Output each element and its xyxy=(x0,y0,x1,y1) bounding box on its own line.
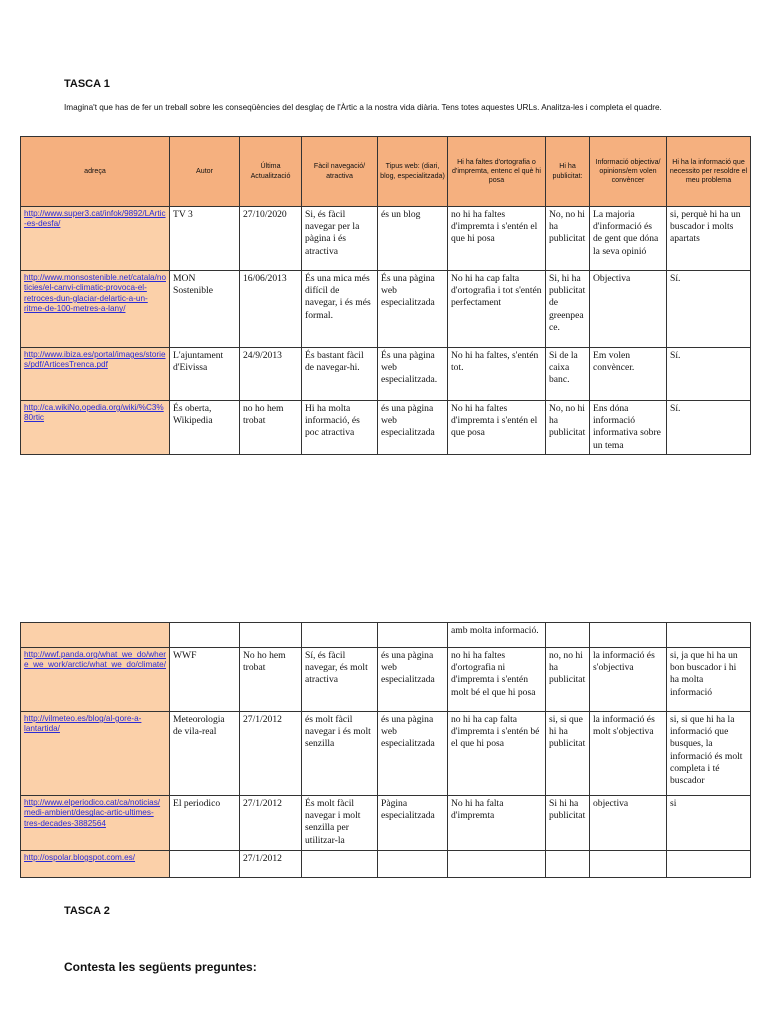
header-objectivity: Informació objectiva/ opinions/em volen convèncer xyxy=(590,137,667,207)
task2-title: TASCA 2 xyxy=(64,905,110,917)
cell-advertising: No, no hi ha publicitat xyxy=(546,207,590,271)
task1-intro: Imagina't que has de fer un treball sobre les conseqüències del desglaç de l'Àrtic a la nostra vida diària. Tens totes aquestes URLs. Analitza-les i completa el quadre. xyxy=(64,103,662,112)
header-useful-info: Hi ha la informació que necessito per resoldre el meu problema xyxy=(667,137,751,207)
table-row xyxy=(21,796,751,851)
cell-objectivity xyxy=(590,851,667,878)
cell-url xyxy=(21,401,170,455)
evaluation-table-part1 xyxy=(20,136,751,455)
cell-last-update xyxy=(240,623,302,648)
cell-web-type: és un blog xyxy=(378,207,448,271)
cell-useful-info: si, perquè hi ha un buscador i molts apartats xyxy=(667,207,751,271)
table-row xyxy=(21,712,751,796)
cell-spelling: No hi ha faltes, s'entén tot. xyxy=(448,348,546,401)
cell-author xyxy=(170,851,240,878)
cell-author: Meteorologia de vila-real xyxy=(170,712,240,796)
cell-navigation: És molt fàcil navegar i molt senzilla per utilitzar-la xyxy=(302,796,378,851)
cell-author: WWF xyxy=(170,648,240,712)
cell-author xyxy=(170,623,240,648)
cell-last-update: No ho hem trobat xyxy=(240,648,302,712)
cell-author: L'ajuntament d'Eivissa xyxy=(170,348,240,401)
cell-navigation xyxy=(302,623,378,648)
cell-useful-info: si xyxy=(667,796,751,851)
cell-advertising: no, no hi ha publicitat xyxy=(546,648,590,712)
cell-objectivity: Ens dóna informació informativa sobre un tema xyxy=(590,401,667,455)
cell-objectivity xyxy=(590,623,667,648)
table-row xyxy=(21,207,751,271)
cell-last-update: 27/10/2020 xyxy=(240,207,302,271)
cell-navigation: és molt fàcil navegar i és molt senzilla xyxy=(302,712,378,796)
cell-useful-info xyxy=(667,851,751,878)
cell-useful-info: Sí. xyxy=(667,348,751,401)
table-row xyxy=(21,851,751,878)
cell-web-type: és una pàgina web especialitzada xyxy=(378,712,448,796)
url-link[interactable]: http://wwf.panda.org/what_we_do/where_we_work/arctic/what_we_do/climate/ xyxy=(24,650,167,670)
cell-navigation: Hi ha molta informació, és poc atractiva xyxy=(302,401,378,455)
cell-advertising: si, si que hi ha publicitat xyxy=(546,712,590,796)
cell-objectivity: objectiva xyxy=(590,796,667,851)
header-author: Autor xyxy=(170,137,240,207)
cell-web-type: Pàgina especialitzada xyxy=(378,796,448,851)
cell-objectivity: Em volen convèncer. xyxy=(590,348,667,401)
header-advertising: Hi ha publicitat: xyxy=(546,137,590,207)
table-row xyxy=(21,623,751,648)
cell-web-type xyxy=(378,623,448,648)
url-link[interactable]: http://www.elperiodico.cat/ca/noticias/medi-ambient/desglac-artic-ultimes-tres-decades-3882564 xyxy=(24,798,161,828)
cell-spelling xyxy=(448,851,546,878)
cell-navigation: És bastant fàcil de navegar-hi. xyxy=(302,348,378,401)
cell-url xyxy=(21,348,170,401)
cell-useful-info xyxy=(667,623,751,648)
cell-navigation: Si, és fàcil navegar per la pàgina i és atractiva xyxy=(302,207,378,271)
cell-spelling: no hi ha faltes d'impremta i s'entén el que hi posa xyxy=(448,207,546,271)
header-last-update: Última Actualització xyxy=(240,137,302,207)
header-url: adreça xyxy=(21,137,170,207)
cell-author: El periodico xyxy=(170,796,240,851)
url-link[interactable]: http://ospolar.blogspot.com.es/ xyxy=(24,853,136,862)
cell-web-type xyxy=(378,851,448,878)
cell-advertising: Si de la caixa banc. xyxy=(546,348,590,401)
cell-spelling: No hi ha faltes d'impremta i s'entén el que posa xyxy=(448,401,546,455)
evaluation-table-part2 xyxy=(20,622,751,878)
task1-title: TASCA 1 xyxy=(64,78,110,90)
table-row xyxy=(21,348,751,401)
cell-url xyxy=(21,851,170,878)
cell-url xyxy=(21,623,170,648)
cell-web-type: És una pàgina web especialitzada xyxy=(378,271,448,348)
cell-author: És oberta, Wikipedia xyxy=(170,401,240,455)
cell-objectivity: la informació és molt s'objectiva xyxy=(590,712,667,796)
url-link[interactable]: http://www.ibiza.es/portal/images/stories/pdf/ArticesTrenca.pdf xyxy=(24,350,166,370)
cell-advertising: Si, hi ha publicitat de greenpeace. xyxy=(546,271,590,348)
cell-last-update: 16/06/2013 xyxy=(240,271,302,348)
cell-spelling: amb molta informació. xyxy=(448,623,546,648)
cell-url xyxy=(21,648,170,712)
header-web-type: Tipus web: (diari, blog, especialitzada) xyxy=(378,137,448,207)
cell-useful-info: si, ja que hi ha un bon buscador i hi ha molta informació xyxy=(667,648,751,712)
cell-url xyxy=(21,796,170,851)
table-row xyxy=(21,648,751,712)
cell-author: MON Sostenible xyxy=(170,271,240,348)
header-navigation: Fàcil navegació/ atractiva xyxy=(302,137,378,207)
cell-objectivity: Objectiva xyxy=(590,271,667,348)
cell-spelling: No hi ha falta d'impremta xyxy=(448,796,546,851)
cell-useful-info: si, si que hi ha la informació que busques, la informació és molt completa i té buscador xyxy=(667,712,751,796)
cell-spelling: No hi ha cap falta d'ortografia i tot s'entén perfectament xyxy=(448,271,546,348)
cell-advertising: No, no hi ha publicitat xyxy=(546,401,590,455)
cell-objectivity: la informació és s'objectiva xyxy=(590,648,667,712)
url-link[interactable]: http://www.super3.cat/infok/9892/LArtic-es-desfa/ xyxy=(24,209,166,229)
cell-useful-info: Sí. xyxy=(667,271,751,348)
cell-last-update: no ho hem trobat xyxy=(240,401,302,455)
table-row xyxy=(21,271,751,348)
cell-navigation: És una mica més difícil de navegar, i és més formal. xyxy=(302,271,378,348)
cell-url xyxy=(21,271,170,348)
cell-last-update: 27/1/2012 xyxy=(240,796,302,851)
cell-url xyxy=(21,712,170,796)
cell-advertising xyxy=(546,851,590,878)
url-link[interactable]: http://www.monsostenible.net/catala/noticies/el-canvi-climatic-provoca-el-retroces-dun-glaciar-delartic-a-un-ritme-de-100-metres-a-lany/ xyxy=(24,273,166,314)
cell-last-update: 24/9/2013 xyxy=(240,348,302,401)
cell-web-type: És una pàgina web especialitzada. xyxy=(378,348,448,401)
cell-navigation: Sí, és fàcil navegar, és molt atractiva xyxy=(302,648,378,712)
cell-spelling: no hi ha cap falta d'impremta i s'entén bé el que hi posa xyxy=(448,712,546,796)
cell-spelling: no hi ha faltes d'ortografia ni d'impremta i s'entén molt bé el que hi posa xyxy=(448,648,546,712)
cell-last-update: 27/1/2012 xyxy=(240,712,302,796)
cell-web-type: és una pàgina web especialitzada xyxy=(378,648,448,712)
cell-web-type: és una pàgina web especialitzada xyxy=(378,401,448,455)
cell-last-update: 27/1/2012 xyxy=(240,851,302,878)
header-spelling: Hi ha faltes d'ortografia o d'impremta, entenc el què hi posa xyxy=(448,137,546,207)
table-row xyxy=(21,401,751,455)
cell-advertising: Si hi ha publicitat xyxy=(546,796,590,851)
cell-navigation xyxy=(302,851,378,878)
url-link[interactable]: http://vilmeteo.es/blog/al-gore-a-lantartida/ xyxy=(24,714,142,734)
url-link[interactable]: http://ca.wikiNo,opedia.org/wiki/%C3%80rtic xyxy=(24,403,164,423)
cell-objectivity: La majoria d'informació és de gent que dóna la seva opinió xyxy=(590,207,667,271)
cell-advertising xyxy=(546,623,590,648)
questions-heading: Contesta les següents preguntes: xyxy=(64,960,257,974)
cell-author: TV 3 xyxy=(170,207,240,271)
cell-useful-info: Sí. xyxy=(667,401,751,455)
cell-url xyxy=(21,207,170,271)
